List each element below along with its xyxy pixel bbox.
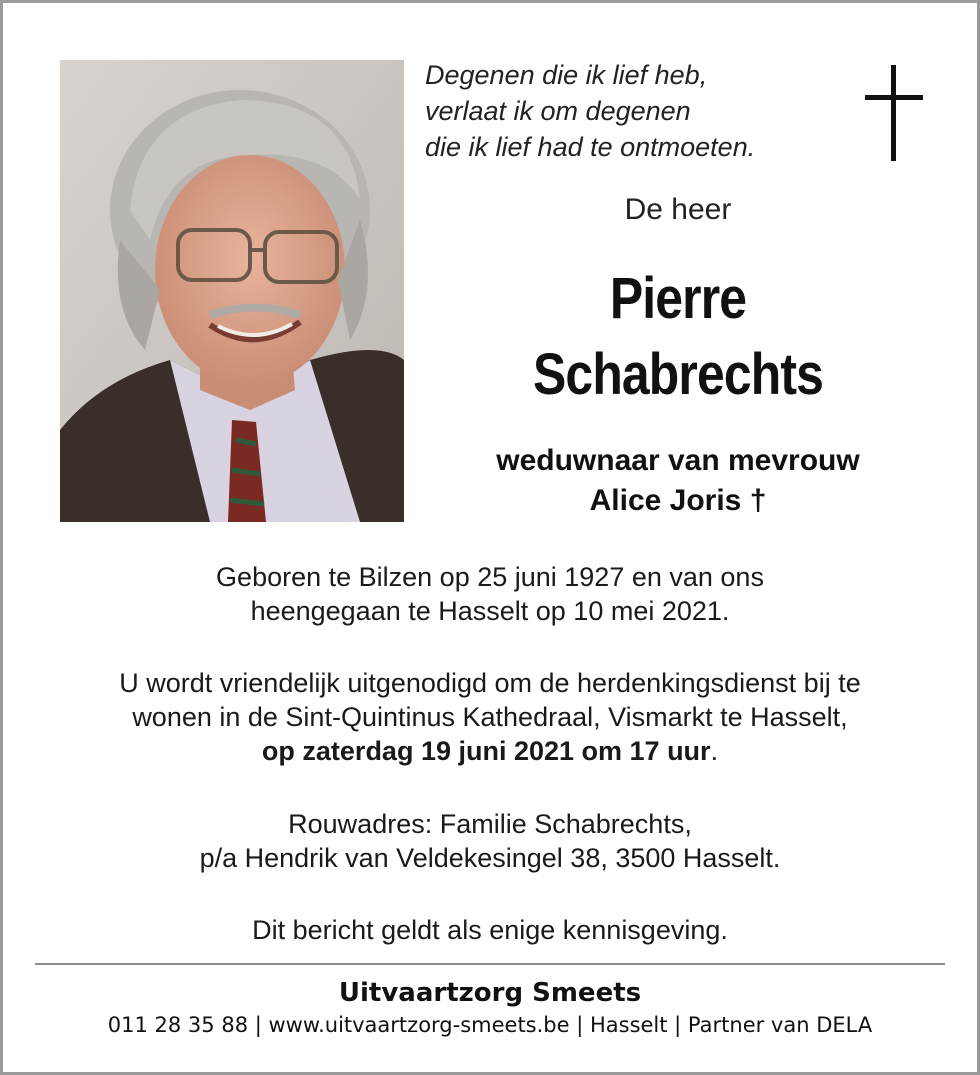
spouse-info (423, 441, 933, 521)
cross-icon (865, 65, 923, 161)
address-line: Rouwadres: Familie Schabrechts, (288, 809, 692, 839)
quote-line: verlaat ik om degenen (425, 96, 691, 126)
birth-death-text (23, 560, 957, 628)
spouse-name: Alice Joris † (589, 484, 767, 517)
mourning-address (23, 807, 957, 875)
service-date: op zaterdag 19 juni 2021 om 17 uur (261, 736, 711, 766)
last-name: Schabrechts (533, 342, 823, 407)
divider (35, 963, 945, 965)
service-date-punct: . (710, 736, 719, 766)
honorific: De heer (624, 193, 732, 226)
deceased-name (459, 261, 898, 413)
address-line: p/a Hendrik van Veldekesingel 38, 3500 Hasselt. (199, 843, 781, 873)
spouse-line: weduwnaar van mevrouw (496, 444, 860, 477)
quote-line: die ik lief had te ontmoeten. (425, 132, 756, 162)
service-invitation (23, 666, 957, 768)
portrait-illustration (60, 60, 404, 522)
death-line: heengegaan te Hasselt op 10 mei 2021. (250, 596, 730, 626)
service-date-line (23, 734, 957, 768)
memorial-quote (425, 57, 845, 165)
service-line: U wordt vriendelijk uitgenodigd om de herdenkingsdienst bij te (119, 668, 861, 698)
funeral-home-name: Uitvaartzorg Smeets (338, 978, 642, 1008)
portrait-photo (60, 60, 404, 522)
notice-text: Dit bericht geldt als enige kennisgeving. (252, 915, 728, 945)
quote-line: Degenen die ik lief heb, (425, 60, 708, 90)
funeral-home-contact: 011 28 35 88 | www.uitvaartzorg-smeets.be | Hasselt | Partner van DELA (107, 1013, 873, 1037)
birth-line: Geboren te Bilzen op 25 juni 1927 en van ons (216, 562, 764, 592)
service-line: wonen in de Sint-Quintinus Kathedraal, Vismarkt te Hasselt, (132, 702, 848, 732)
first-name: Pierre (609, 266, 747, 331)
